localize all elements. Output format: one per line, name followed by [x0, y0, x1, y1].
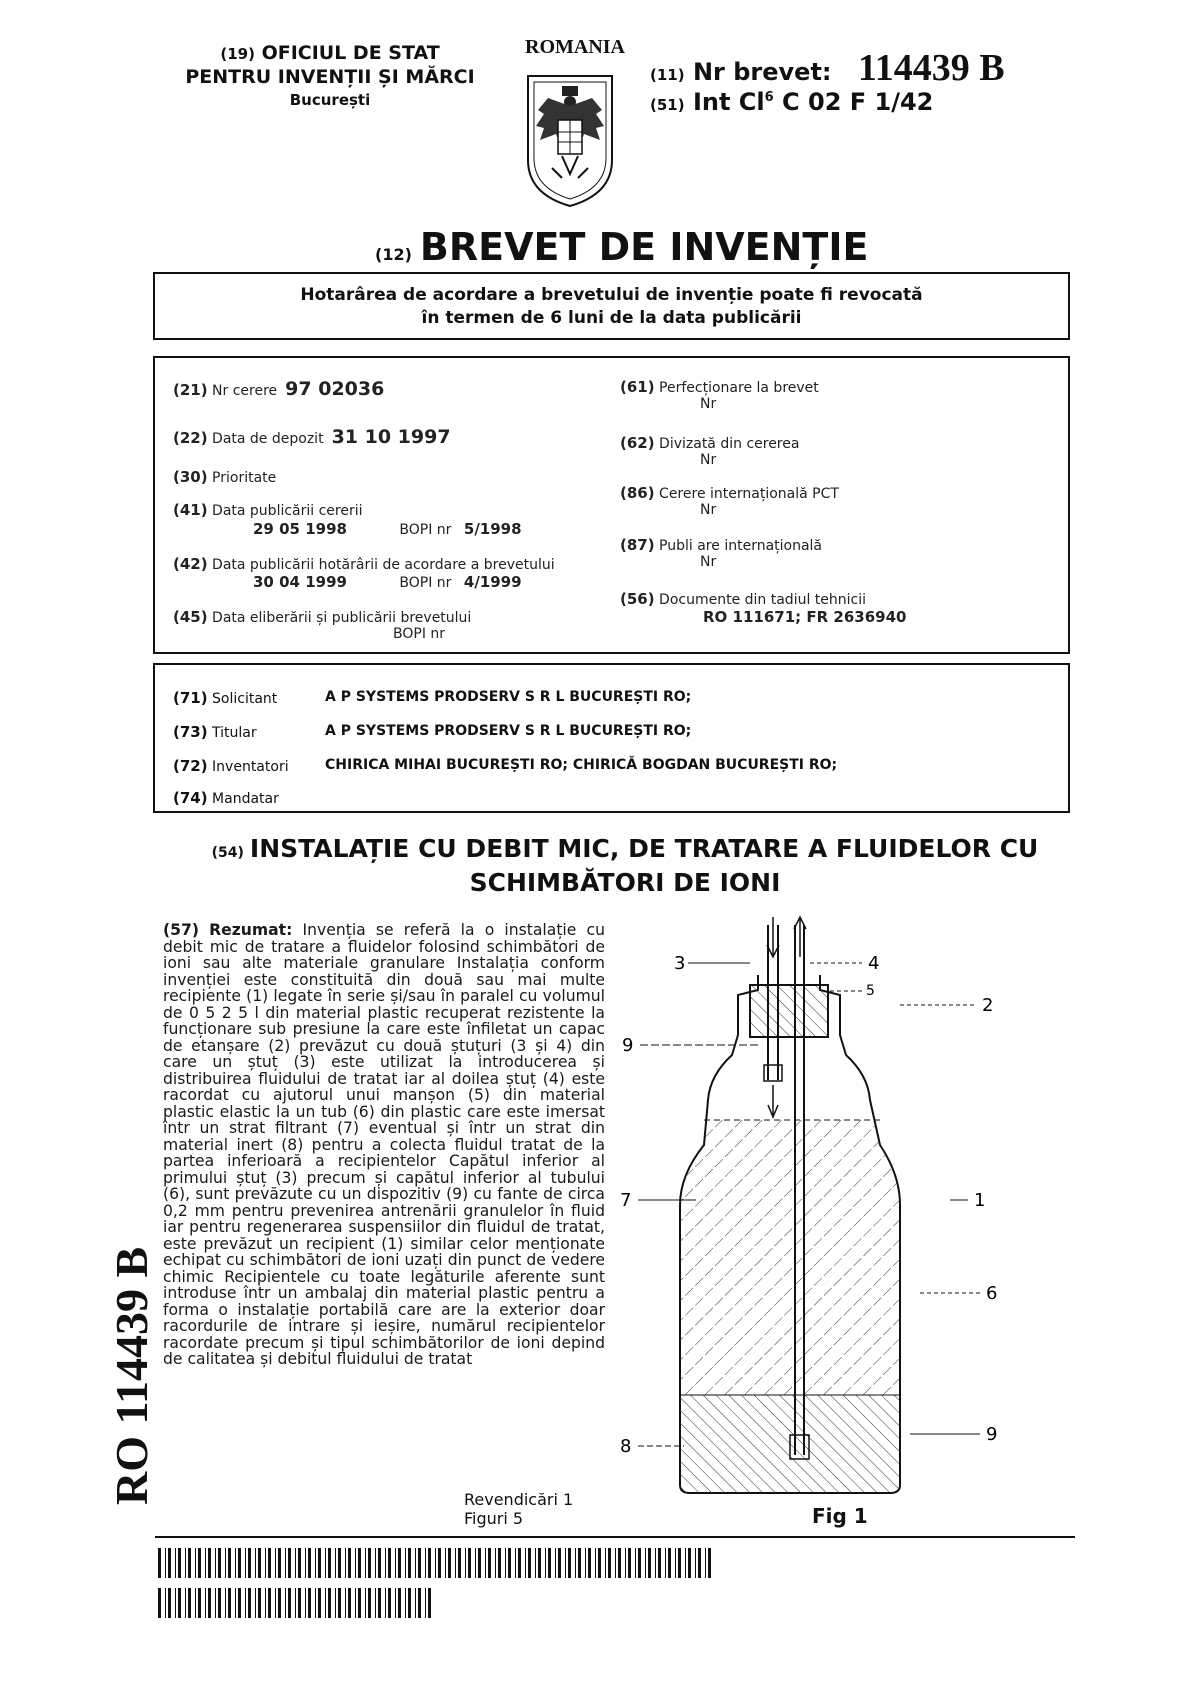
international-class	[650, 88, 933, 116]
barcode-bottom	[158, 1588, 438, 1623]
field-87: (87) Publi are internațională	[620, 536, 823, 554]
patent-number	[650, 46, 1005, 90]
field-42-values: 30 04 1999 BOPI nr 4/1999	[253, 573, 522, 591]
patent-number-value: 114439 B	[857, 47, 1005, 89]
figure-label-9-top: 9	[622, 1035, 634, 1056]
document-title-code: (12)	[375, 245, 412, 264]
patent-number-label: Nr brevet:	[692, 58, 832, 86]
coat-of-arms-icon	[522, 70, 618, 210]
office-line-2: PENTRU INVENȚII ȘI MĂRCI	[185, 66, 475, 88]
notice-line-1: Hotarârea de acordare a brevetului de invenție poate fi revocată	[300, 285, 923, 305]
abstract-text: Invenția se referă la o instalație cu debit mic de tratare a fluidelor folosind schimbători de ioni sau alte materiale granulare Instalația conform invenției este constituită din două sau mai multe recipiente (1) legate în serie și/sau în paralel cu volumul de 0 5 2 5 l din material plastic recuperat rezistente la funcționare sub presiune la care este înfiletat un capac de etanșare (2) prevăzut cu două ștuțuri (3 și 4) din care un ștuț (3) este utilizat la introducerea și distribuirea fluidului de tratat iar al doilea ștuț (4) este racordat cu ajutorul unui manșon (5) din material plastic elastic la un tub (6) din plastic care este imersat într un strat filtrant (7) eventual și într un strat din material inert (8) pentru a colecta fluidul tratat de la partea inferioară a recipientelor Capătul inferior al primului ștuț (3) precum și capătul inferior al tubului (6), sunt prevăzute cu un dispozitiv (9) cu fante de circa 0,2 mm pentru prevenirea antrenării granulelor în fluid iar pentru regenerarea suspensiilor din fluidul de tratat, este prevăzut un recipient (1) similar celor menționate echipat cu schimbători de ioni uzați din punct de vedere chimic Recipientele cu toate legăturile aferente sunt introduse într un ambalaj din material plastic pentru a forma o instalație portabilă care are la exterior doar racordurile de intrare și ieșire, numărul recipientelor racordate precum și tipul schimbătorilor de ioni depind de calitatea și debitul fluidului de tratat	[163, 921, 605, 1368]
figure-caption: Fig 1	[812, 1504, 868, 1528]
field-73-label: (73) Titular	[173, 723, 257, 741]
abstract	[163, 922, 605, 1368]
field-62-nr: Nr	[700, 452, 717, 468]
abstract-heading: Rezumat:	[209, 921, 293, 939]
figure-label-6: 6	[986, 1283, 998, 1304]
patent-number-code: (11)	[650, 66, 685, 84]
figure-1-drawing	[620, 915, 1070, 1500]
field-45: (45) Data eliberării și publicării brevetului	[173, 608, 472, 626]
claims-figures-count	[464, 1490, 573, 1528]
field-41-values: 29 05 1998 BOPI nr 5/1998	[253, 520, 522, 538]
document-title	[375, 225, 868, 269]
field-71-label: (71) Solicitant	[173, 689, 278, 707]
field-22: (22) Data de depozit 31 10 1997	[173, 426, 451, 448]
revocation-notice	[153, 272, 1070, 340]
invention-title	[160, 834, 1090, 898]
country-name: ROMANIA	[525, 36, 625, 58]
figure-label-4: 4	[868, 953, 880, 974]
field-61: (61) Perfecționare la brevet	[620, 378, 819, 396]
figure-label-8: 8	[620, 1436, 632, 1457]
field-71-value: A P SYSTEMS PRODSERV S R L BUCUREȘTI RO;	[325, 689, 692, 705]
abstract-code: (57)	[163, 921, 199, 939]
figure-label-9-bottom: 9	[986, 1424, 998, 1445]
field-74-label: (74) Mandatar	[173, 789, 279, 807]
bibliographic-data-box	[153, 356, 1070, 654]
notice-line-2: în termen de 6 luni de la data publicării	[421, 308, 802, 328]
side-patent-number: RO 114439 B	[106, 1246, 157, 1505]
figure-label-3: 3	[674, 953, 686, 974]
field-86: (86) Cerere internațională PCT	[620, 484, 839, 502]
invention-title-code: (54)	[211, 845, 244, 861]
class-code: (51)	[650, 96, 685, 114]
office-city: București	[289, 91, 371, 109]
office-code: (19)	[220, 45, 255, 63]
field-56: (56) Documente din tadiul tehnicii	[620, 590, 867, 608]
class-label: Int Cl	[692, 88, 765, 116]
field-21: (21) Nr cerere 97 02036	[173, 378, 385, 400]
figure-label-1: 1	[974, 1190, 986, 1211]
field-30: (30) Prioritate	[173, 468, 277, 486]
invention-title-line-2: SCHIMBĂTORI DE IONI	[469, 868, 781, 897]
invention-title-line-1: INSTALAȚIE CU DEBIT MIC, DE TRATARE A FLUIDELOR CU	[249, 834, 1039, 863]
claims-count: Revendicări 1	[464, 1490, 574, 1509]
field-61-nr: Nr	[700, 396, 717, 412]
field-41: (41) Data publicării cererii	[173, 501, 363, 519]
field-72-value: CHIRICA MIHAI BUCUREȘTI RO; CHIRICĂ BOGDAN BUCUREȘTI RO;	[325, 757, 838, 773]
figure-label-5: 5	[866, 983, 875, 999]
class-value: C 02 F 1/42	[782, 88, 934, 116]
field-42: (42) Data publicării hotărârii de acordare a brevetului	[173, 555, 555, 573]
field-87-nr: Nr	[700, 554, 717, 570]
field-73-value: A P SYSTEMS PRODSERV S R L BUCUREȘTI RO;	[325, 723, 692, 739]
issuing-office	[150, 42, 510, 112]
field-86-nr: Nr	[700, 502, 717, 518]
field-72-label: (72) Inventatori	[173, 757, 289, 775]
figure-label-2: 2	[982, 995, 994, 1016]
document-title-text: BREVET DE INVENȚIE	[419, 225, 869, 269]
barcode-top	[158, 1548, 718, 1583]
figures-count: Figuri 5	[464, 1509, 524, 1528]
figure-label-7: 7	[620, 1190, 632, 1211]
office-line-1: OFICIUL DE STAT	[261, 42, 440, 64]
field-56-value: RO 111671; FR 2636940	[703, 608, 907, 626]
field-62: (62) Divizată din cererea	[620, 434, 800, 452]
divider	[155, 1536, 1075, 1538]
class-edition: 6	[764, 90, 774, 105]
field-45-bopi: BOPI nr	[393, 626, 446, 642]
parties-box	[153, 663, 1070, 813]
